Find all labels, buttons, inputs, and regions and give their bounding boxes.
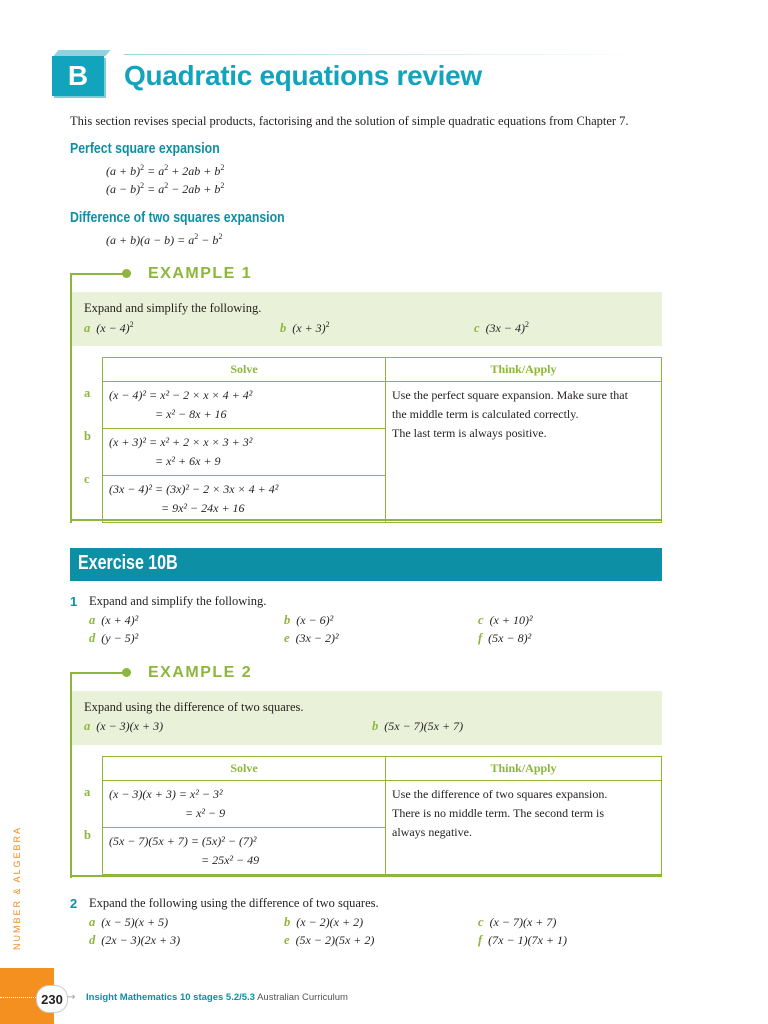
example2-bottom-rule <box>70 875 662 877</box>
example1-solution-c: (3x − 4)² = (3x)² − 2 × 3x × 4 + 4² = 9x² − 24x + 16 <box>103 476 386 523</box>
example1-think-cell: Use the perfect square expansion. Make sure that the middle term is calculated correctly. The last term is always positive. <box>386 382 662 523</box>
q2-number: 2 <box>70 896 78 911</box>
example2-title: EXAMPLE 2 <box>148 664 253 681</box>
q1-part-c: c (x + 10)² <box>478 613 533 627</box>
q2-part-c: c (x − 7)(x + 7) <box>478 915 557 929</box>
q1-number: 1 <box>70 594 78 609</box>
example1-think-header: Think/Apply <box>386 358 662 382</box>
example2-think-cell: Use the difference of two squares expansion. There is no middle term. The second term is always negative. <box>386 781 662 875</box>
side-label: NUMBER & ALGEBRA <box>12 825 22 950</box>
example1-rule <box>72 273 126 275</box>
q2-part-b: b (x − 2)(x + 2) <box>284 915 364 929</box>
example2-solution-table <box>102 756 662 875</box>
example1-solution-a: (x − 4)² = x² − 2 × x × 4 + 4² = x² − 8x + 16 <box>103 382 386 429</box>
example1-solve-letter-c: c <box>84 472 90 486</box>
example1-solution-b: (x + 3)² = x² + 2 × x × 3 + 3² = x² + 6x + 9 <box>103 429 386 476</box>
footer-curriculum: Australian Curriculum <box>257 992 348 1003</box>
example2-solution-a: (x − 3)(x + 3) = x² − 3² = x² − 9 <box>103 781 386 828</box>
example2-part-a: a (x − 3)(x + 3) <box>84 719 164 733</box>
example1-title: EXAMPLE 1 <box>148 265 253 282</box>
example1-part-b: b $(x + 3)^2$ <box>280 320 330 335</box>
diff-squares-heading: Difference of two squares expansion <box>70 209 285 226</box>
perfect-square-formula-1: $(a + b)^2 = a^2 + 2ab + b^2$ <box>106 163 225 178</box>
example2-solve-header: Solve <box>103 757 386 781</box>
footer-dots <box>0 997 36 998</box>
footer-book-title: Insight Mathematics 10 stages 5.2/5.3 <box>86 992 255 1003</box>
q1-part-a: a (x + 4)² <box>89 613 139 627</box>
example2-dot <box>122 668 131 677</box>
footer-arrow-icon: → <box>67 992 76 1003</box>
example2-part-b: b (5x − 7)(5x + 7) <box>372 719 464 733</box>
q1-part-e: e (3x − 2)² <box>284 631 339 645</box>
example2-rule <box>72 672 126 674</box>
q2-prompt: Expand the following using the difference of two squares. <box>89 896 379 910</box>
example2-prompt: Expand using the difference of two squares. <box>84 700 304 714</box>
exercise-title: Exercise 10B <box>78 552 178 574</box>
example2-solve-letter-a: a <box>84 785 91 799</box>
page-title: Quadratic equations review <box>124 60 482 91</box>
header-rule <box>124 54 644 55</box>
example1-solve-header: Solve <box>103 358 386 382</box>
perfect-square-heading: Perfect square expansion <box>70 140 220 157</box>
footer-text <box>86 992 348 1003</box>
example2-solution-b: (5x − 7)(5x + 7) = (5x)² − (7)² = 25x² − 49 <box>103 828 386 875</box>
example1-solve-letter-b: b <box>84 429 91 443</box>
q1-prompt: Expand and simplify the following. <box>89 594 267 608</box>
q1-part-d: d (y − 5)² <box>89 631 139 645</box>
q2-part-e: e (5x − 2)(5x + 2) <box>284 933 375 947</box>
q2-part-f: f (7x − 1)(7x + 1) <box>478 933 568 947</box>
example1-solution-table <box>102 357 662 523</box>
page-number: 230 <box>36 985 68 1013</box>
perfect-square-formula-2: $(a - b)^2 = a^2 - 2ab + b^2$ <box>106 181 225 196</box>
diff-squares-formula: $(a + b)(a - b) = a^2 - b^2$ <box>106 232 223 247</box>
q2-part-a: a (x − 5)(x + 5) <box>89 915 169 929</box>
example1-bottom-rule <box>70 519 662 521</box>
example2-think-header: Think/Apply <box>386 757 662 781</box>
intro-text: This section revises special products, factorising and the solution of simple quadratic equations from Chapter 7. <box>70 114 629 128</box>
example1-solve-letter-a: a <box>84 386 91 400</box>
example1-part-a: a $(x - 4)^2$ <box>84 320 134 335</box>
q1-part-b: b (x − 6)² <box>284 613 334 627</box>
example1-part-c: c $(3x - 4)^2$ <box>474 320 529 335</box>
q1-part-f: f (5x − 8)² <box>478 631 532 645</box>
section-badge: B <box>52 56 104 96</box>
q2-part-d: d (2x − 3)(2x + 3) <box>89 933 181 947</box>
example2-solve-letter-b: b <box>84 828 91 842</box>
example1-dot <box>122 269 131 278</box>
example1-prompt: Expand and simplify the following. <box>84 301 262 315</box>
